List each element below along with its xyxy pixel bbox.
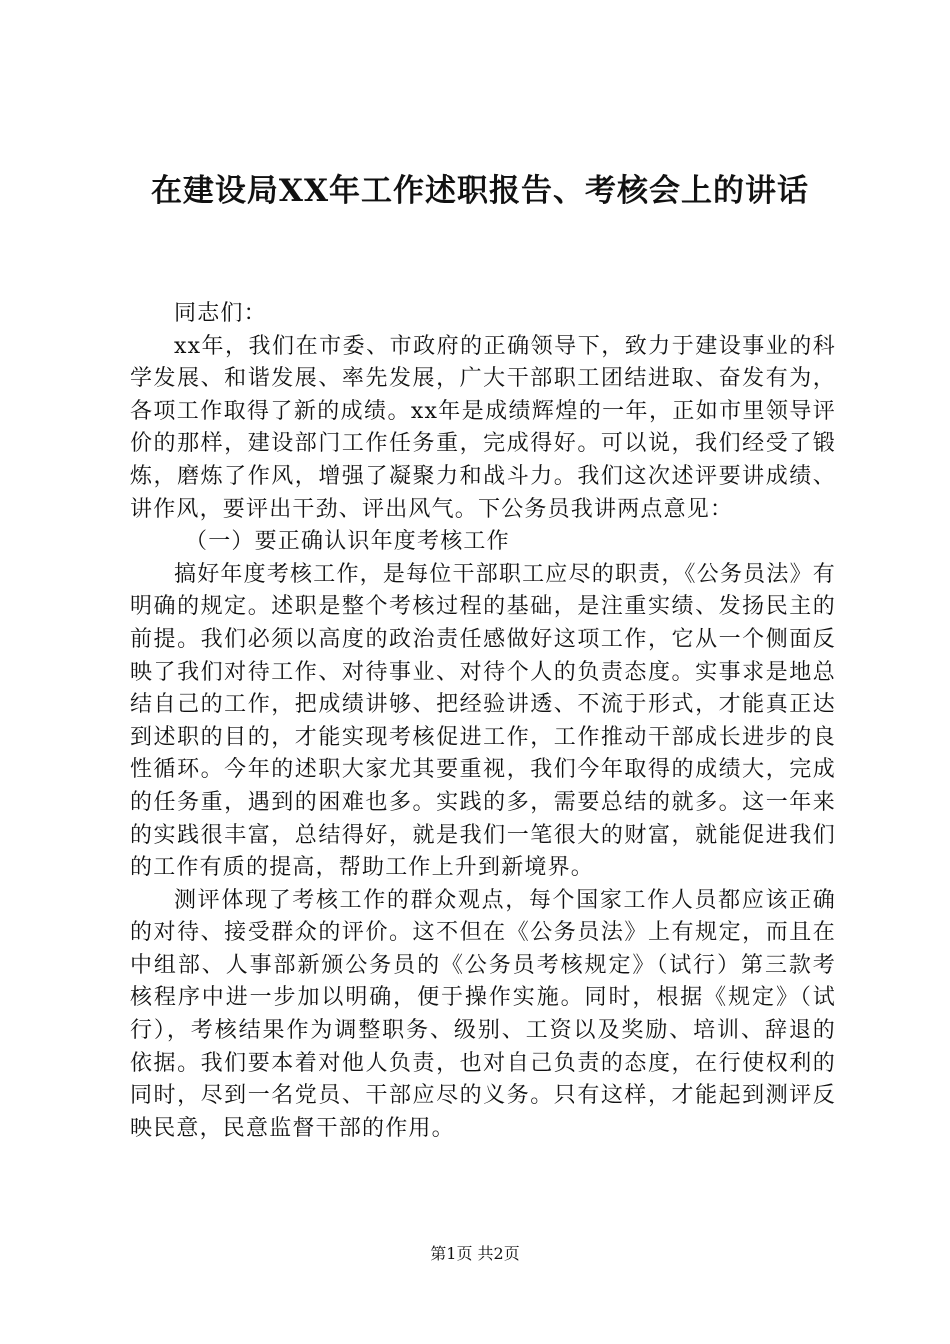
salutation: 同志们： — [174, 301, 267, 326]
document-title: 在建设局XX年工作述职报告、考核会上的讲话 — [150, 173, 810, 209]
section-heading: （一）要正确认识年度考核工作 — [185, 529, 510, 555]
document-body — [130, 298, 836, 1145]
section-paragraph-2: 测评体现了考核工作的群众观点，每个国家工作人员都应该正确的对待、接受群众的评价。这不但在《公务员法》上有规定，而且在中组部、人事部新颁公务员的《公务员考核规定》（试行）第三款考核程序中进一步加以明确，便于操作实施。同时，根据《规定》（试行），考核结果作为调整职务、级别、工资以及奖励、培训、辞退的依据。我们要本着对他人负责，也对自己负责的态度，在行使权利的同时，尽到一名党员、干部应尽的义务。只有这样，才能起到测评反映民意，民意监督干部的作用。 — [130, 887, 836, 1141]
intro-paragraph: xx年，我们在市委、市政府的正确领导下，致力于建设事业的科学发展、和谐发展、率先发展，广大干部职工团结进取、奋发有为，各项工作取得了新的成绩。xx年是成绩辉煌的一年，正如市里领导评价的那样，建设部门工作任务重，完成得好。可以说，我们经受了锻炼，磨炼了作风，增强了凝聚力和战斗力。我们这次述评要讲成绩、讲作风，要评出干劲、评出风气。下公务员我讲两点意见： — [130, 333, 836, 522]
page-footer: 第1页 共2页 — [430, 1244, 520, 1263]
section-paragraph-1: 搞好年度考核工作，是每位干部职工应尽的职责，《公务员法》有明确的规定。述职是整个考核过程的基础，是注重实绩、发扬民主的前提。我们必须以高度的政治责任感做好这项工作，它从一个侧面反映了我们对待工作、对待事业、对待个人的负责态度。实事求是地总结自己的工作，把成绩讲够、把经验讲透、不流于形式，才能真正达到述职的目的，才能实现考核促进工作，工作推动干部成长进步的良性循环。今年的述职大家尤其要重视，我们今年取得的成绩大，完成的任务重，遇到的困难也多。实践的多，需要总结的就多。这一年来的实践很丰富，总结得好，就是我们一笔很大的财富，就能促进我们的工作有质的提高，帮助工作上升到新境界。 — [130, 561, 836, 881]
